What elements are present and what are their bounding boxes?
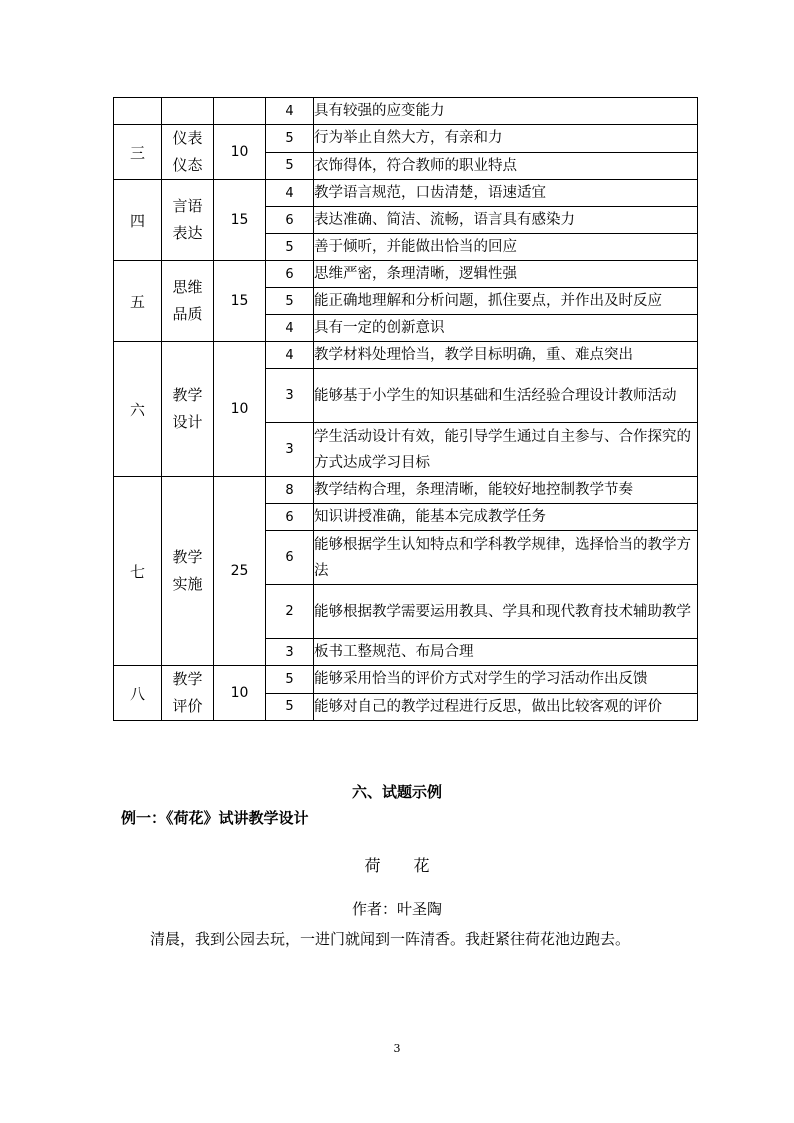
- criterion-description-cell: 能够基于小学生的知识基础和生活经验合理设计教师活动: [314, 369, 698, 423]
- item-name-cell: [162, 125, 214, 180]
- scoring-table: [113, 97, 698, 721]
- item-score-cell: 15: [214, 180, 266, 261]
- item-number-cell: 七: [114, 477, 162, 666]
- criterion-description-cell: 教学材料处理恰当，教学目标明确，重、难点突出: [314, 342, 698, 369]
- scoring-table-body: [114, 98, 698, 721]
- criterion-points-cell: 5: [266, 125, 314, 153]
- criterion-points-cell: 6: [266, 504, 314, 531]
- criterion-points-cell: 6: [266, 261, 314, 288]
- item-name-cell: [162, 342, 214, 477]
- criterion-description-cell: 教学结构合理，条理清晰，能较好地控制教学节奏: [314, 477, 698, 504]
- criterion-points-cell: 8: [266, 477, 314, 504]
- item-name-line: 设计: [172, 413, 203, 431]
- criterion-description-cell: 能正确地理解和分析问题，抓住要点，并作出及时反应: [314, 288, 698, 315]
- item-name-line: 评价: [172, 697, 203, 715]
- criterion-description-cell: 具有一定的创新意识: [314, 315, 698, 342]
- criterion-points-cell: 4: [266, 180, 314, 207]
- item-name-line: 仪表: [172, 129, 203, 147]
- item-number-cell: [114, 98, 162, 125]
- item-number-cell: 八: [114, 666, 162, 721]
- item-score-cell: 15: [214, 261, 266, 342]
- example-title: 例一：《荷花》试讲教学设计: [121, 809, 309, 827]
- criterion-description-cell: 行为举止自然大方，有亲和力: [314, 125, 698, 153]
- criterion-points-cell: 5: [266, 152, 314, 180]
- table-row: [114, 98, 698, 125]
- item-name-line: 教学: [172, 548, 203, 566]
- item-name-line: 表达: [172, 224, 203, 242]
- table-row: [114, 342, 698, 369]
- criterion-description-cell: 衣饰得体，符合教师的职业特点: [314, 152, 698, 180]
- criterion-points-cell: 4: [266, 98, 314, 125]
- table-row: [114, 477, 698, 504]
- table-row: [114, 666, 698, 694]
- criterion-points-cell: 5: [266, 234, 314, 261]
- criterion-points-cell: 3: [266, 639, 314, 666]
- criterion-description-cell: 学生活动设计有效，能引导学生通过自主参与、合作探究的方式达成学习目标: [314, 423, 698, 477]
- item-name-line: 实施: [172, 575, 203, 593]
- item-name-cell: [162, 477, 214, 666]
- poem-title: 荷 花: [364, 856, 444, 875]
- item-name-line: 教学: [172, 670, 203, 688]
- item-number-cell: 六: [114, 342, 162, 477]
- criterion-points-cell: 6: [266, 531, 314, 585]
- criterion-description-cell: 教学语言规范，口齿清楚，语速适宜: [314, 180, 698, 207]
- item-name-cell: [162, 180, 214, 261]
- criterion-points-cell: 5: [266, 693, 314, 721]
- table-row: [114, 261, 698, 288]
- item-name-cell: [162, 98, 214, 125]
- item-name-cell: [162, 261, 214, 342]
- item-score-cell: 10: [214, 125, 266, 180]
- criterion-points-cell: 2: [266, 585, 314, 639]
- criterion-description-cell: 能够根据教学需要运用教具、学具和现代教育技术辅助教学: [314, 585, 698, 639]
- item-score-cell: 10: [214, 342, 266, 477]
- item-score-cell: 25: [214, 477, 266, 666]
- criterion-points-cell: 4: [266, 342, 314, 369]
- poem-first-line: 清晨，我到公园去玩，一进门就闻到一阵清香。我赶紧往荷花池边跑去。: [150, 930, 631, 948]
- criterion-description-cell: 能够对自己的教学过程进行反思，做出比较客观的评价: [314, 693, 698, 721]
- table-row: [114, 125, 698, 153]
- criterion-description-cell: 知识讲授准确，能基本完成教学任务: [314, 504, 698, 531]
- item-name-line: 言语: [172, 197, 203, 215]
- item-name-line: 品质: [172, 305, 203, 323]
- criterion-description-cell: 能够根据学生认知特点和学科教学规律，选择恰当的教学方法: [314, 531, 698, 585]
- criterion-description-cell: 板书工整规范、布局合理: [314, 639, 698, 666]
- criterion-description-cell: 能够采用恰当的评价方式对学生的学习活动作出反馈: [314, 666, 698, 694]
- criterion-description-cell: 思维严密，条理清晰，逻辑性强: [314, 261, 698, 288]
- item-score-cell: [214, 98, 266, 125]
- item-number-cell: 五: [114, 261, 162, 342]
- criterion-description-cell: 具有较强的应变能力: [314, 98, 698, 125]
- item-number-cell: 三: [114, 125, 162, 180]
- item-score-cell: 10: [214, 666, 266, 721]
- section-title: 六、试题示例: [351, 783, 442, 801]
- item-name-cell: [162, 666, 214, 721]
- criterion-points-cell: 3: [266, 369, 314, 423]
- criterion-description-cell: 表达准确、简洁、流畅，语言具有感染力: [314, 207, 698, 234]
- criterion-description-cell: 善于倾听，并能做出恰当的回应: [314, 234, 698, 261]
- page-number: 3: [393, 1042, 401, 1055]
- criterion-points-cell: 5: [266, 288, 314, 315]
- item-number-cell: 四: [114, 180, 162, 261]
- table-row: [114, 180, 698, 207]
- poem-author: 作者：叶圣陶: [351, 900, 442, 918]
- criterion-points-cell: 5: [266, 666, 314, 694]
- item-name-line: 教学: [172, 386, 203, 404]
- item-name-line: 思维: [172, 278, 203, 296]
- criterion-points-cell: 3: [266, 423, 314, 477]
- item-name-line: 仪态: [172, 156, 203, 174]
- criterion-points-cell: 4: [266, 315, 314, 342]
- criterion-points-cell: 6: [266, 207, 314, 234]
